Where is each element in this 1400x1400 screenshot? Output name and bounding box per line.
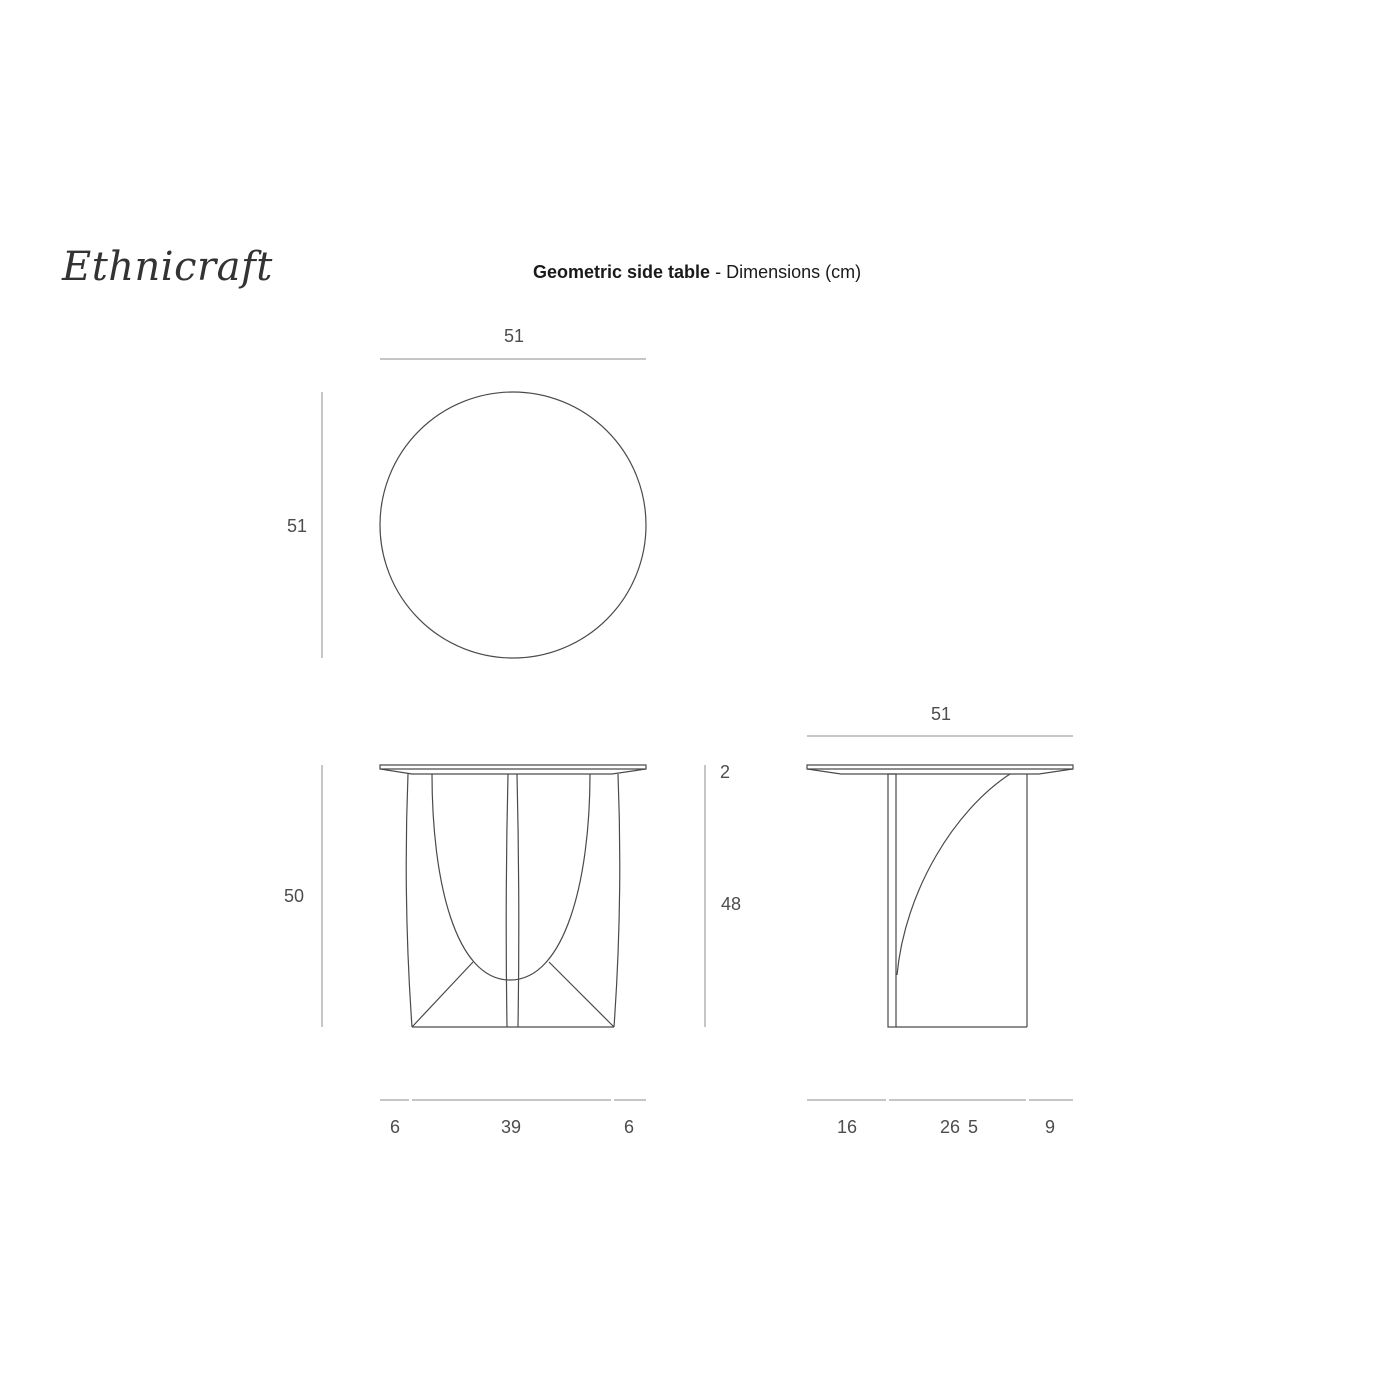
leg-height-label: 48 bbox=[721, 894, 742, 914]
dimension-lines bbox=[322, 359, 1073, 1100]
front-view bbox=[380, 765, 646, 1027]
front-left-brace bbox=[412, 962, 473, 1027]
front-center-leg-right bbox=[517, 774, 519, 1027]
side-thin-leg bbox=[888, 774, 896, 1027]
product-name: Geometric side table bbox=[533, 262, 711, 282]
side-width-label: 51 bbox=[930, 704, 952, 724]
side-bottom-third-label: 5 bbox=[967, 1117, 979, 1137]
brand-logo: Ethnicraft bbox=[62, 244, 273, 290]
side-curved-leg bbox=[897, 774, 1010, 975]
front-right-leg-outer bbox=[614, 774, 620, 1027]
front-total-height-label: 50 bbox=[284, 886, 305, 906]
side-bottom-fourth-label: 9 bbox=[1044, 1117, 1056, 1137]
front-bottom-left-label: 6 bbox=[389, 1117, 401, 1137]
front-right-brace bbox=[549, 962, 614, 1027]
top-depth-label: 51 bbox=[287, 516, 308, 536]
front-left-leg-outer bbox=[406, 774, 412, 1027]
top-view bbox=[380, 392, 646, 658]
title-separator: - bbox=[710, 262, 727, 282]
side-bottom-second-label: 26 bbox=[939, 1117, 961, 1137]
front-center-leg-left bbox=[506, 774, 508, 1027]
table-top-circle bbox=[380, 392, 646, 658]
front-bottom-middle-label: 39 bbox=[500, 1117, 522, 1137]
top-thickness-label: 2 bbox=[720, 762, 731, 782]
front-inner-arch bbox=[432, 774, 590, 980]
front-bottom-right-label: 6 bbox=[623, 1117, 635, 1137]
title-subtitle: Dimensions (cm) bbox=[726, 262, 862, 282]
side-view bbox=[807, 765, 1073, 1027]
side-bottom-first-label: 16 bbox=[836, 1117, 858, 1137]
top-width-label: 51 bbox=[503, 326, 525, 346]
